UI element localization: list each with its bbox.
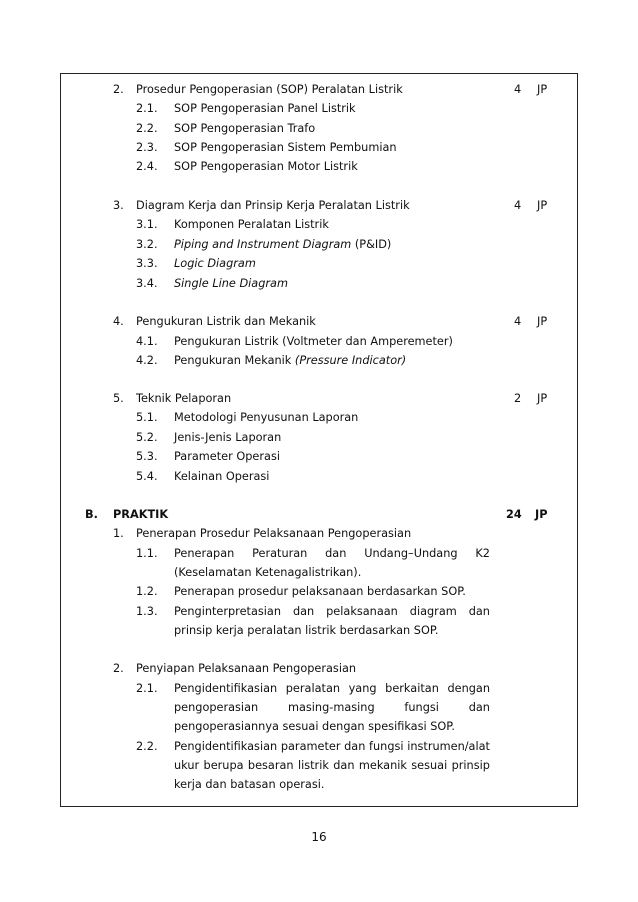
sub-number: 2.1. <box>136 102 158 115</box>
word: dan <box>344 740 366 753</box>
sub-text: Metodologi Penyusunan Laporan <box>174 411 359 424</box>
word: dan <box>292 605 315 618</box>
word: instrumen/alat <box>407 740 490 753</box>
word: mekanik <box>358 759 407 772</box>
word: listrik <box>297 759 329 772</box>
word: Penginterpretasian <box>174 605 281 618</box>
item-number: 4. <box>113 315 124 328</box>
section-title: PRAKTIK <box>113 508 169 521</box>
sub-text-line: pengoperasiannya sesuai dengan spesifikasi SOP. <box>174 720 455 733</box>
word: fungsi <box>369 740 404 753</box>
sub-text-line: Penerapan prosedur pelaksanaan berdasarkan SOP. <box>174 585 466 598</box>
word: Penerapan <box>174 547 235 560</box>
item-title: Penerapan Prosedur Pelaksanaan Pengoperasian <box>136 527 412 540</box>
hours-value: 4 <box>514 315 522 328</box>
item-title: Diagram Kerja dan Prinsip Kerja Peralatan Listrik <box>136 199 410 212</box>
item-number: 2. <box>113 662 124 675</box>
word: masing-masing <box>287 701 375 714</box>
sub-number: 2.3. <box>136 141 158 154</box>
sub-number: 4.2. <box>136 354 158 367</box>
word: ukur <box>174 759 200 772</box>
word: Peraturan <box>252 547 308 560</box>
sub-text: Single Line Diagram <box>174 277 288 290</box>
sub-number: 3.2. <box>136 238 158 251</box>
word: Pengidentifikasian <box>174 682 278 695</box>
word: dan <box>468 701 490 714</box>
word: pengoperasian <box>174 701 259 714</box>
sub-text <box>174 237 391 252</box>
sub-text-suffix: (P&ID) <box>351 238 392 251</box>
word: parameter <box>280 740 341 753</box>
sub-number: 5.4. <box>136 470 158 483</box>
hours-unit: JP <box>537 199 548 212</box>
sub-number: 1.1. <box>136 547 158 560</box>
sub-text: Pengukuran Listrik (Voltmeter dan Amperemeter) <box>174 335 453 348</box>
sub-text: Komponen Peralatan Listrik <box>174 218 329 231</box>
sub-text: Kelainan Operasi <box>174 470 270 483</box>
sub-text-line: prinsip kerja peralatan listrik berdasarkan SOP. <box>174 624 439 637</box>
sub-text-plain: Pengukuran Mekanik <box>174 354 295 367</box>
sub-number: 5.2. <box>136 431 158 444</box>
sub-number: 3.3. <box>136 257 158 270</box>
sub-text: SOP Pengoperasian Motor Listrik <box>174 160 358 173</box>
sub-number: 3.1. <box>136 218 158 231</box>
word: diagram <box>409 605 457 618</box>
item-number: 5. <box>113 392 124 405</box>
item-number: 1. <box>113 527 124 540</box>
sub-text-italic: (Pressure Indicator) <box>294 354 407 367</box>
sub-text-line <box>174 604 490 619</box>
sub-number: 2.4. <box>136 160 158 173</box>
sub-number: 2.2. <box>136 740 158 753</box>
sub-text-line: (Keselamatan Ketenagalistrikan). <box>174 566 362 579</box>
hours-unit: JP <box>537 83 548 96</box>
sub-text-line <box>174 546 490 561</box>
item-number: 3. <box>113 199 124 212</box>
hours-value: 4 <box>514 83 522 96</box>
word: dan <box>325 547 347 560</box>
sub-text-line: kerja dan batasan operasi. <box>174 778 325 791</box>
sub-text-italic: Piping and Instrument Diagram <box>174 238 352 251</box>
sub-text: Logic Diagram <box>174 257 256 270</box>
sub-text: SOP Pengoperasian Sistem Pembumian <box>174 141 397 154</box>
sub-number: 5.3. <box>136 450 158 463</box>
sub-number: 2.2. <box>136 122 158 135</box>
word: dan <box>333 759 355 772</box>
sub-text: Parameter Operasi <box>174 450 280 463</box>
hours-unit: JP <box>537 315 548 328</box>
hours-unit: JP <box>537 392 548 405</box>
word: dan <box>468 605 490 618</box>
word: sesuai <box>411 759 448 772</box>
sub-text: SOP Pengoperasian Trafo <box>174 122 316 135</box>
word: Pengidentifikasian <box>174 740 278 753</box>
sub-text-line <box>174 758 490 773</box>
sub-number: 1.2. <box>136 585 158 598</box>
sub-text <box>174 353 406 368</box>
sub-text-line <box>174 700 490 715</box>
page-number: 16 <box>311 830 327 844</box>
sub-text: Jenis-Jenis Laporan <box>174 431 282 444</box>
sub-number: 2.1. <box>136 682 158 695</box>
word: berupa <box>203 759 244 772</box>
word: besaran <box>247 759 294 772</box>
word: dengan <box>447 682 490 695</box>
sub-text: SOP Pengoperasian Panel Listrik <box>174 102 356 115</box>
hours-value: 2 <box>514 392 522 405</box>
section-letter: B. <box>85 508 98 521</box>
item-title: Pengukuran Listrik dan Mekanik <box>136 315 316 328</box>
word: K2 <box>475 547 490 560</box>
item-title: Teknik Pelaporan <box>136 392 232 405</box>
word: berkaitan <box>385 682 439 695</box>
word: Undang–Undang <box>364 547 458 560</box>
hours-value: 24 <box>506 508 522 521</box>
item-title: Prosedur Pengoperasian (SOP) Peralatan Listrik <box>136 83 403 96</box>
word: fungsi <box>404 701 439 714</box>
item-title: Penyiapan Pelaksanaan Pengoperasian <box>136 662 357 675</box>
sub-number: 3.4. <box>136 277 158 290</box>
sub-text-line <box>174 681 490 696</box>
sub-number: 4.1. <box>136 335 158 348</box>
sub-number: 1.3. <box>136 605 158 618</box>
word: pelaksanaan <box>326 605 398 618</box>
sub-number: 5.1. <box>136 411 158 424</box>
hours-value: 4 <box>514 199 522 212</box>
hours-unit: JP <box>535 508 548 521</box>
word: prinsip <box>451 759 490 772</box>
item-number: 2. <box>113 83 124 96</box>
word: yang <box>348 682 377 695</box>
sub-text-line <box>174 739 490 754</box>
word: peralatan <box>285 682 341 695</box>
